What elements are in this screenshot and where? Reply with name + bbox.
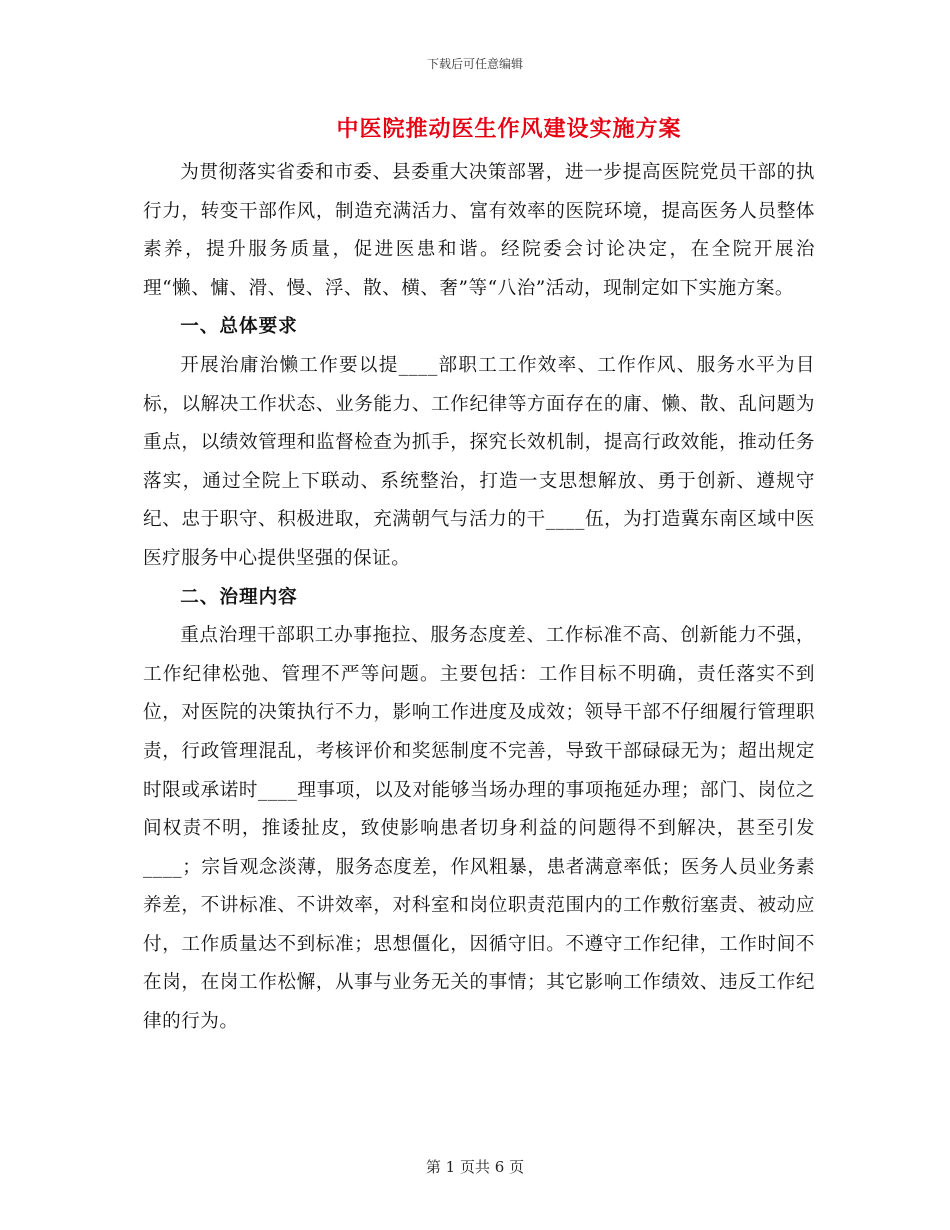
page-footer: 第 1 页共 6 页 bbox=[425, 1158, 525, 1176]
section-heading-2: 二、治理内容 bbox=[180, 586, 298, 608]
intro-paragraph: 为贯彻落实省委和市委、县委重大决策部署，进一步提高医院党员干部的执行力，转变干部作风，制造充满活力、富有效率的医院环境，提高医务人员整体素养，提升服务质量，促进医患和谐。经院委会讨论决定，在全院开展治理“懒、慵、滑、慢、浮、散、横、奢”等“八治”活动，现制定如下实施方案。 bbox=[143, 162, 815, 299]
section-body-1: 开展治庸治懒工作要以提____部职工工作效率、工作作风、服务水平为目标，以解决工作状态、业务能力、工作纪律等方面存在的庸、懒、散、乱问题为重点，以绩效管理和监督检查为抓手，探究长效机制，提高行政效能，推动任务落实，通过全院上下联动、系统整治，打造一支思想解放、勇于创新、遵规守纪、忠于职守、积极进取，充满朝气与活力的干____伍，为打造冀东南区域中医医疗服务中心提供坚强的保证。 bbox=[143, 354, 815, 569]
section-body-2: 重点治理干部职工办事拖拉、服务态度差、工作标准不高、创新能力不强，工作纪律松弛、管理不严等问题。主要包括：工作目标不明确，责任落实不到位，对医院的决策执行不力，影响工作进度及成效；领导干部不仔细履行管理职责，行政管理混乱，考核评价和奖惩制度不完善，导致干部碌碌无为；超出规定时限或承诺时____理事项，以及对能够当场办理的事项拖延办理；部门、岗位之间权责不明，推诿扯皮，致使影响患者切身利益的问题得不到解决，甚至引发____；宗旨观念淡薄，服务态度差，作风粗暴，患者满意率低；医务人员业务素养差，不讲标准、不讲效率，对科室和岗位职责范围内的工作敷衍塞责、被动应付，工作质量达不到标准；思想僵化，因循守旧。不遵守工作纪律，工作时间不在岗，在岗工作松懈，从事与业务无关的事情；其它影响工作绩效、违反工作纪律的行为。 bbox=[143, 625, 815, 1033]
document-title: 中医院推动医生作风建设实施方案 bbox=[336, 116, 682, 142]
document-body bbox=[143, 112, 815, 1042]
section-heading-1: 一、总体要求 bbox=[180, 316, 298, 338]
page-header: 下载后可任意编辑 bbox=[426, 57, 523, 71]
